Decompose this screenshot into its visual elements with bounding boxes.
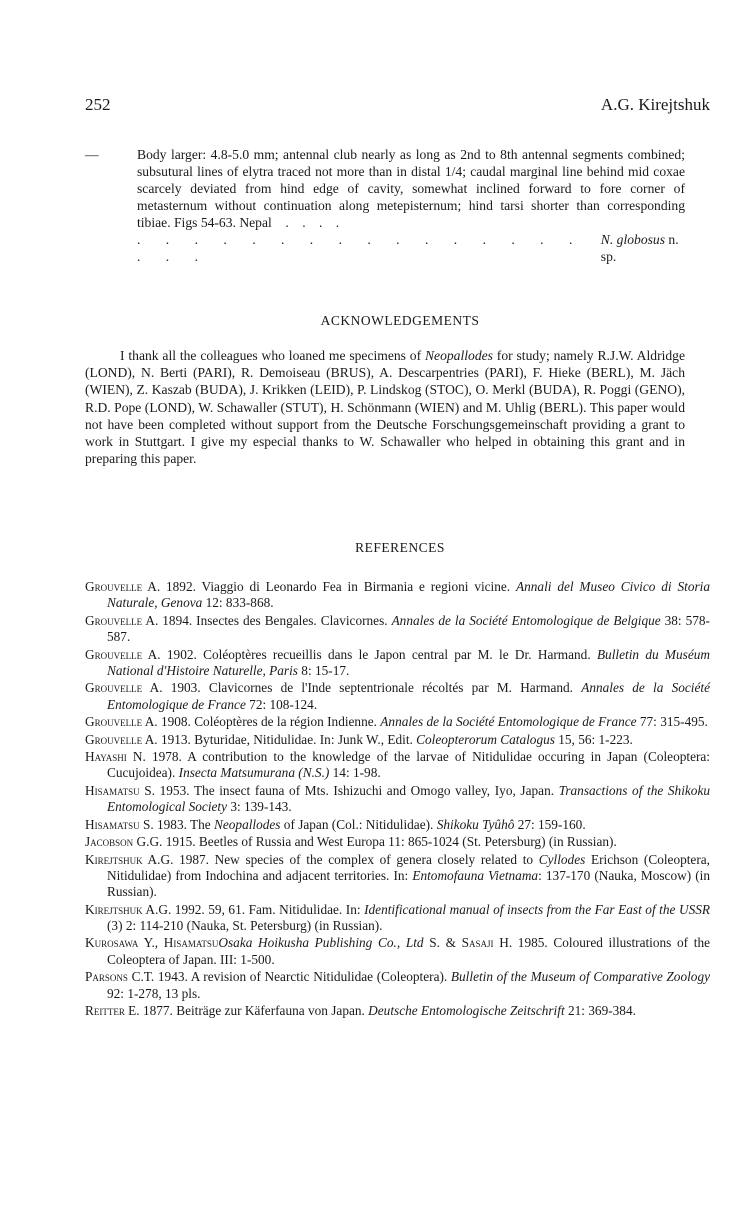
reference-journal: Cyllodes (538, 851, 586, 867)
running-header (85, 95, 710, 117)
reference-journal: Identificational manual of insects from the Far East of the USSR (364, 901, 710, 917)
reference-text: C.T. 1943. A revision of Nearctic Nitidulidae (Coleoptera). (127, 969, 451, 985)
reference-text: 38: 578-587. (107, 612, 710, 645)
reference-journal: Annales de la Société Entomologique de France (107, 680, 710, 712)
reference-text: G.G. 1915. Beetles of Russia and West Europa 11: 865-1024 (St. Petersburg) (in Russian). (133, 834, 617, 850)
reference-journal: Bulletin du Muséum National d'Histoire Naturelle, Paris (107, 646, 710, 678)
references-heading: REFERENCES (355, 540, 445, 555)
reference-text: 12: 833-868. (202, 595, 274, 611)
reference-journal: Deutsche Entomologische Zeitschrift (368, 1003, 565, 1019)
reference-item (85, 732, 710, 748)
key-leader-dots-line: . . . . . . . . . . . . . . . . . . . (137, 232, 584, 264)
reference-journal: Shikoku Tyûhô (436, 816, 515, 832)
reference-text: N. 1978. A contribution to the knowledge of the larvae of Nitidulidae occuring in Japan (Coleoptera: Cucujoidea). (107, 749, 710, 781)
reference-item (85, 579, 710, 612)
reference-author: Reitter (85, 1003, 125, 1019)
reference-item (85, 1003, 710, 1019)
reference-text: S. & (423, 935, 462, 951)
reference-journal: Bulletin of the Museum of Comparative Zoology (450, 969, 710, 985)
reference-item (85, 902, 710, 935)
reference-journal: Insecta Matsumurana (N.S.) (178, 765, 330, 781)
acknowledgements-text (85, 347, 685, 467)
reference-item (85, 852, 710, 901)
ack-text-part: for study; namely R.J.W. Aldridge (LOND), N. Berti (PARI), R. Demoiseau (BRUS), A. Descarpentries (PARI), F. Hieke (BERL), M. Jäch (WIEN), Z. Kaszab (BUDA), J. Krikken (LEID), P. Lindskog (STOC), O. Merkl (BUDA), R. Poggi (GENO), R.D. Pope (LOND), W. Schawaller (STUT), H. Schönmann (WIEN) and M. Uhlig (BERL). This paper would not have been completed without support from the Deutsche Forschungsgemeinschaft providing a grant to work in Stuttgart. I give my especial thanks to W. Schawaller who helped in obtaining this grant and in preparing this paper. (85, 348, 685, 467)
reference-item (85, 714, 710, 730)
references-list (85, 579, 710, 1021)
reference-text: 15, 56: 1-223. (554, 731, 633, 747)
reference-text: 21: 369-384. (564, 1003, 636, 1019)
reference-author: Grouvelle (85, 646, 143, 662)
reference-text: 14: 1-98. (329, 765, 381, 781)
reference-text: A. 1894. Insectes des Bengales. Clavicornes. (142, 612, 392, 628)
reference-author: Grouvelle (85, 680, 143, 696)
reference-text: A. 1903. Clavicornes de l'Inde septentrionale récoltés par M. Harmand. (142, 680, 582, 696)
reference-journal: Osaka Hoikusha Publishing Co., Ltd (218, 935, 424, 951)
reference-author: Grouvelle (85, 731, 143, 747)
reference-author: Grouvelle (85, 714, 143, 730)
reference-author: Jacobson (85, 834, 134, 850)
page-number: 252 (85, 95, 111, 114)
reference-author: Hisamatsu (85, 816, 140, 832)
reference-text: Y., (138, 935, 164, 951)
reference-author: Hisamatsu (85, 782, 140, 798)
reference-text: 92: 1-278, 13 pls. (107, 985, 201, 1001)
reference-author: Kirejtshuk (85, 851, 143, 867)
reference-journal: Entomofauna Vietnama (412, 867, 539, 883)
reference-item (85, 783, 710, 816)
reference-journal: Annali del Museo Civico di Storia Naturale, Genova (107, 579, 710, 611)
reference-item (85, 969, 710, 1002)
reference-text: Erichson (Coleoptera, Nitidulidae) from Indochina and adjacent territories. In: (107, 851, 710, 883)
reference-text: H. 1985. Coloured illustrations of the Coleoptera of Japan. (107, 935, 711, 967)
reference-item (85, 749, 710, 782)
reference-journal: Neopallodes (214, 816, 281, 832)
ack-genus: Neopallodes (424, 348, 493, 363)
reference-text: 3: 139-143. (227, 799, 292, 815)
reference-author: Hisamatsu (163, 935, 219, 951)
reference-text: 77: 315-495. (636, 714, 708, 730)
key-text (137, 146, 685, 231)
reference-item (85, 817, 710, 833)
taxon-suffix: n. sp. (600, 232, 679, 264)
reference-text: 27: 159-160. (514, 816, 586, 832)
reference-text: 72: 108-124. (245, 696, 318, 712)
reference-text: : 137-170 (Nauka, Moscow) (in Russian). (107, 867, 711, 900)
key-description: Body larger: 4.8-5.0 mm; antennal club nearly as long as 2nd to 8th antennal segments combined; subsutural lines of elytra traced not more than in distal 1/4; caudal marginal line behind mid coxae scarcely deviated from hind edge of cavity, somewhat inclined forward to fore corner of metasternum without continuation along metepisternum; hind tarsi shorter than corresponding tibiae. Figs 54-63. Nepal (137, 147, 685, 230)
reference-journal: Coleopterorum Catalogus (416, 731, 555, 747)
key-taxon (601, 231, 685, 265)
reference-journal: Annales de la Société Entomologique de Belgique (391, 612, 661, 628)
reference-text: (3) 2: 114-210 (Nauka, St. Petersburg) (in Russian). (107, 918, 383, 933)
reference-journal: Transactions of the Shikoku Entomological Society (107, 782, 710, 815)
reference-item (85, 834, 710, 850)
reference-journal: Annales de la Société Entomologique de France (380, 714, 637, 730)
reference-text: E. 1877. Beiträge zur Käferfauna von Japan. (124, 1003, 369, 1019)
identification-key-entry (85, 146, 685, 265)
ack-text-part: I thank all the colleagues who loaned me specimens of (120, 348, 425, 363)
reference-text: A. 1902. Coléoptères recueillis dans le Japon central par M. le Dr. Harmand. (142, 646, 597, 662)
reference-author: Parsons (85, 969, 128, 985)
reference-text: A. 1892. Viaggio di Leonardo Fea in Birmania e regioni vicine. (142, 579, 516, 594)
reference-text: A.G. 1992. 59, 61. Fam. Nitidulidae. In: (142, 901, 365, 917)
acknowledgements-heading: ACKNOWLEDGEMENTS (320, 313, 480, 328)
running-author: A.G. Kirejtshuk (600, 95, 710, 114)
reference-author: Hayashi (85, 749, 127, 765)
reference-item (85, 647, 710, 680)
key-dash: — (85, 147, 99, 162)
key-leader-dots: . . . . (285, 215, 345, 230)
reference-item (85, 935, 710, 968)
reference-text: A. 1913. Byturidae, Nitidulidae. In: Junk W., Edit. (142, 731, 417, 747)
reference-item (85, 680, 710, 713)
reference-author: Grouvelle (85, 579, 143, 594)
reference-text: S. 1983. The (139, 816, 214, 832)
reference-author: Sasaji (461, 935, 494, 951)
reference-text: A.G. 1987. New species of the complex of genera closely related to (142, 851, 539, 867)
taxon-name: N. globosus (600, 232, 666, 247)
reference-author: Kirejtshuk (85, 901, 143, 917)
reference-text: III: 1-500. (220, 951, 275, 967)
reference-text: 8: 15-17. (297, 662, 350, 678)
reference-item (85, 613, 710, 646)
reference-author: Kurosawa (85, 935, 139, 951)
reference-text: A. 1908. Coléoptères de la région Indienne. (142, 714, 381, 730)
reference-author: Grouvelle (85, 612, 143, 628)
reference-text: of Japan (Col.: Nitidulidae). (280, 816, 437, 832)
reference-text: S. 1953. The insect fauna of Mts. Ishizuchi and Omogo valley, Iyo, Japan. (139, 782, 559, 798)
key-last-line (137, 231, 685, 265)
